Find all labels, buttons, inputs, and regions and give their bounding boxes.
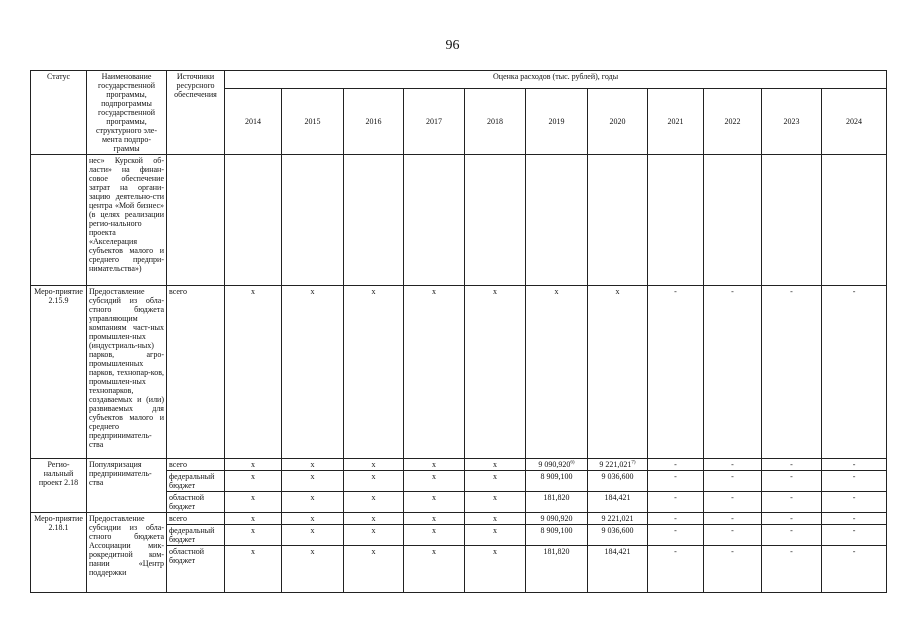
value-cell: - xyxy=(648,286,704,459)
value-cell: - xyxy=(822,471,887,492)
value-cell: - xyxy=(648,546,704,593)
value-cell: - xyxy=(822,492,887,513)
value-cell: 181,820 xyxy=(526,546,588,593)
value-cell: - xyxy=(648,492,704,513)
name-cell: нес» Курской об-ласти» на финан-совое обеспечение затрат на органи-зацию деятельно-сти центра «Мой бизнес» (в целях реализации регио-нального проекта «Акселерация субъектов малого и среднего предпри-нимательства») xyxy=(87,155,167,286)
footnote-mark: 7) xyxy=(631,460,636,466)
header-year: 2015 xyxy=(282,89,344,155)
source-cell: всего xyxy=(167,286,225,459)
value-cell: x xyxy=(225,471,282,492)
table-row xyxy=(31,459,887,471)
source-cell: федеральный бюджет xyxy=(167,525,225,546)
value-cell: x xyxy=(526,286,588,459)
value-cell: x xyxy=(344,513,404,525)
value-cell: - xyxy=(822,459,887,471)
value-cell: - xyxy=(762,471,822,492)
source-cell: всего xyxy=(167,513,225,525)
value-cell: - xyxy=(822,286,887,459)
source-cell: областной бюджет xyxy=(167,492,225,513)
value-cell: - xyxy=(762,459,822,471)
name-cell: Предоставление субсидий из обла-стного бюджета управляющим компаниям част-ных промышлен-ных (индустриаль-ных) парков, агро-промышленных парков, технопар-ков, промышлен-ных технопарков, создаваемых и (или) развиваемых для субъектов малого и среднего предприниматель-ства xyxy=(87,286,167,459)
table-row xyxy=(31,286,887,459)
value-cell: x xyxy=(282,471,344,492)
value-cell: x xyxy=(465,492,526,513)
name-cell: Популяризация предприниматель-ства xyxy=(87,459,167,513)
header-year: 2019 xyxy=(526,89,588,155)
value-cell: x xyxy=(282,546,344,593)
source-cell: федеральный бюджет xyxy=(167,471,225,492)
value-cell: 184,421 xyxy=(588,492,648,513)
value-cell: 9 221,021 xyxy=(588,513,648,525)
value-cell: x xyxy=(282,459,344,471)
value-cell: - xyxy=(704,286,762,459)
budget-table xyxy=(30,70,887,593)
value-cell: x xyxy=(225,525,282,546)
value-cell: - xyxy=(822,525,887,546)
value-cell: x xyxy=(225,286,282,459)
table-row xyxy=(31,513,887,525)
name-cell: Предоставление субсидии из обла-стного бюджета Ассоциации мик-рокредитной ком-пании «Центр поддержки xyxy=(87,513,167,593)
header-year: 2016 xyxy=(344,89,404,155)
value-cell: - xyxy=(704,546,762,593)
value-cell: 9 036,600 xyxy=(588,525,648,546)
value-cell: x xyxy=(225,513,282,525)
value-cell: - xyxy=(762,286,822,459)
value-cell: x xyxy=(465,471,526,492)
value-cell: x xyxy=(404,492,465,513)
status-cell: Регио-нальный проект 2.18 xyxy=(31,459,87,513)
value-cell: x xyxy=(344,525,404,546)
value-cell: - xyxy=(704,513,762,525)
header-year: 2022 xyxy=(704,89,762,155)
value-cell: - xyxy=(704,492,762,513)
value-cell: x xyxy=(344,286,404,459)
value-cell: x xyxy=(225,459,282,471)
value-cell: - xyxy=(762,546,822,593)
header-status: Статус xyxy=(31,71,87,155)
status-cell: Меро-приятие 2.15.9 xyxy=(31,286,87,459)
table-row xyxy=(31,155,887,286)
value-cell: x xyxy=(404,546,465,593)
value-cell: - xyxy=(762,525,822,546)
source-cell: областной бюджет xyxy=(167,546,225,593)
value-cell: - xyxy=(648,513,704,525)
value-cell: - xyxy=(704,525,762,546)
value-cell: - xyxy=(762,492,822,513)
source-cell: всего xyxy=(167,459,225,471)
value-cell: x xyxy=(344,459,404,471)
value-cell: - xyxy=(648,525,704,546)
value-cell: 181,820 xyxy=(526,492,588,513)
value-cell: x xyxy=(282,513,344,525)
value-cell: x xyxy=(465,459,526,471)
page-number: 96 xyxy=(445,38,460,53)
value-cell: x xyxy=(282,286,344,459)
value-cell: - xyxy=(704,459,762,471)
value-cell: x xyxy=(282,492,344,513)
header-name: Наименование государственной программы, подпрограммы государственной программы, структурного эле-мента подпро-граммы xyxy=(87,71,167,155)
value-cell: x xyxy=(465,513,526,525)
header-year: 2020 xyxy=(588,89,648,155)
value-cell: - xyxy=(762,513,822,525)
value-cell: 8 909,100 xyxy=(526,525,588,546)
header-year: 2014 xyxy=(225,89,282,155)
header-year: 2018 xyxy=(465,89,526,155)
value-cell: x xyxy=(465,525,526,546)
value-cell: - xyxy=(648,459,704,471)
value-cell: x xyxy=(344,471,404,492)
value-cell: 9 090,920 xyxy=(526,513,588,525)
value-text: 9 221,021 xyxy=(599,460,632,469)
value-cell: - xyxy=(822,513,887,525)
value-cell: - xyxy=(648,471,704,492)
value-cell: x xyxy=(404,459,465,471)
header-year: 2023 xyxy=(762,89,822,155)
value-cell: x xyxy=(344,492,404,513)
value-cell: x xyxy=(404,471,465,492)
header-year: 2024 xyxy=(822,89,887,155)
value-cell: x xyxy=(465,546,526,593)
value-cell xyxy=(588,459,648,471)
value-cell: x xyxy=(344,546,404,593)
value-cell: 8 909,100 xyxy=(526,471,588,492)
status-cell xyxy=(31,155,87,286)
value-cell xyxy=(526,459,588,471)
value-cell: x xyxy=(225,546,282,593)
value-cell: x xyxy=(225,492,282,513)
value-cell: - xyxy=(822,546,887,593)
value-cell: - xyxy=(704,471,762,492)
value-text: 9 090,920 xyxy=(538,460,571,469)
value-cell: x xyxy=(404,286,465,459)
header-sources: Источники ресурсного обеспечения xyxy=(167,71,225,155)
value-cell: x xyxy=(404,513,465,525)
value-cell: x xyxy=(465,286,526,459)
value-cell: x xyxy=(588,286,648,459)
value-cell: x xyxy=(282,525,344,546)
value-cell: 184,421 xyxy=(588,546,648,593)
footnote-mark: 6) xyxy=(570,460,575,466)
status-cell: Меро-приятие 2.18.1 xyxy=(31,513,87,593)
value-cell: 9 036,600 xyxy=(588,471,648,492)
header-year: 2017 xyxy=(404,89,465,155)
value-cell: x xyxy=(404,525,465,546)
header-year: 2021 xyxy=(648,89,704,155)
header-estimate: Оценка расходов (тыс. рублей), годы xyxy=(225,71,887,89)
